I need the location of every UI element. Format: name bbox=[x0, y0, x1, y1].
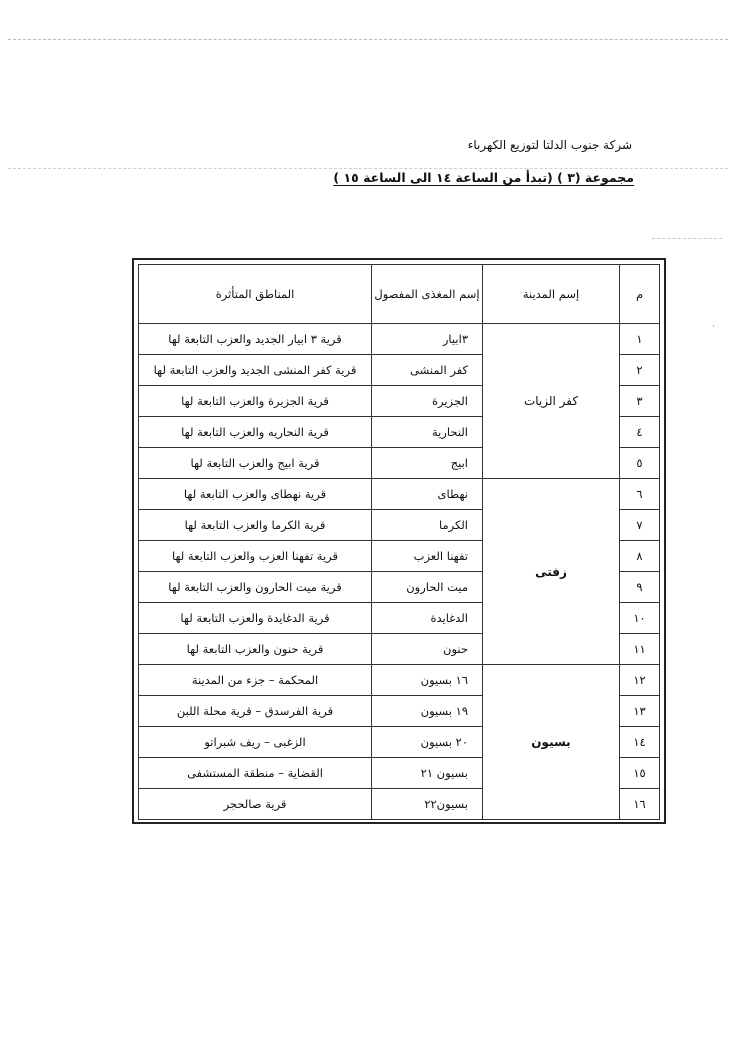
table-header-row bbox=[139, 265, 660, 324]
feeder-name: الكرما bbox=[372, 510, 483, 541]
row-number: ١٦ bbox=[620, 789, 660, 820]
affected-area: قرية النحاريه والعزب التابعة لها bbox=[139, 417, 372, 448]
outage-table bbox=[138, 264, 660, 820]
affected-area: قرية الكرما والعزب التابعة لها bbox=[139, 510, 372, 541]
outage-table-frame bbox=[132, 258, 666, 824]
feeder-name: كفر المنشى bbox=[372, 355, 483, 386]
city-name: زفتى bbox=[483, 479, 620, 665]
feeder-name: ٢٠ بسيون bbox=[372, 727, 483, 758]
row-number: ١٠ bbox=[620, 603, 660, 634]
feeder-name: الدغايدة bbox=[372, 603, 483, 634]
row-number: ٦ bbox=[620, 479, 660, 510]
affected-area: قرية ميت الحارون والعزب التابعة لها bbox=[139, 572, 372, 603]
feeder-name: ١٦ بسيون bbox=[372, 665, 483, 696]
feeder-name: ميت الحارون bbox=[372, 572, 483, 603]
feeder-name: ابيج bbox=[372, 448, 483, 479]
affected-area: قرية الفرسدق – قرية محلة اللبن bbox=[139, 696, 372, 727]
feeder-name: بسيون ٢١ bbox=[372, 758, 483, 789]
city-name: كفر الزيات bbox=[483, 324, 620, 479]
row-number: ٣ bbox=[620, 386, 660, 417]
feeder-name: بسيون٢٢ bbox=[372, 789, 483, 820]
row-number: ١ bbox=[620, 324, 660, 355]
table-row bbox=[139, 665, 660, 696]
row-number: ٥ bbox=[620, 448, 660, 479]
affected-area: قرية كفر المنشى الجديد والعزب التابعة لها bbox=[139, 355, 372, 386]
header-num: م bbox=[620, 265, 660, 324]
affected-area: قرية ٣ ابيار الجديد والعزب التابعة لها bbox=[139, 324, 372, 355]
affected-area: قرية حنون والعزب التابعة لها bbox=[139, 634, 372, 665]
group-title: مجموعة (٣ ) (تبدأ من الساعة ١٤ الى الساعة ١٥ ) bbox=[333, 170, 634, 185]
feeder-name: النحارية bbox=[372, 417, 483, 448]
header-feeder: إسم المغذى المفصول bbox=[372, 265, 483, 324]
city-name: بسيون bbox=[483, 665, 620, 820]
feeder-name: ٣ابيار bbox=[372, 324, 483, 355]
row-number: ٧ bbox=[620, 510, 660, 541]
table-body bbox=[139, 324, 660, 820]
table-row bbox=[139, 479, 660, 510]
feeder-name: حنون bbox=[372, 634, 483, 665]
row-number: ١٢ bbox=[620, 665, 660, 696]
row-number: ١٤ bbox=[620, 727, 660, 758]
feeder-name: نهطاى bbox=[372, 479, 483, 510]
header-areas: المناطق المتأثرة bbox=[139, 265, 372, 324]
affected-area: المحكمة – جزء من المدينة bbox=[139, 665, 372, 696]
row-number: ٨ bbox=[620, 541, 660, 572]
row-number: ٢ bbox=[620, 355, 660, 386]
row-number: ١١ bbox=[620, 634, 660, 665]
affected-area: قرية صالحجر bbox=[139, 789, 372, 820]
row-number: ٤ bbox=[620, 417, 660, 448]
table-row bbox=[139, 324, 660, 355]
scan-line-middle bbox=[8, 168, 728, 169]
affected-area: القضاية – منطقة المستشفى bbox=[139, 758, 372, 789]
scan-line-small bbox=[652, 238, 722, 239]
margin-mark: · bbox=[712, 322, 715, 332]
affected-area: قرية الدغايدة والعزب التابعة لها bbox=[139, 603, 372, 634]
row-number: ٩ bbox=[620, 572, 660, 603]
header-city: إسم المدينة bbox=[483, 265, 620, 324]
company-name: شركة جنوب الدلتا لتوزيع الكهرباء bbox=[467, 138, 632, 152]
affected-area: قرية ابيج والعزب التابعة لها bbox=[139, 448, 372, 479]
row-number: ١٥ bbox=[620, 758, 660, 789]
feeder-name: الجزيرة bbox=[372, 386, 483, 417]
feeder-name: ١٩ بسيون bbox=[372, 696, 483, 727]
feeder-name: تفهنا العزب bbox=[372, 541, 483, 572]
affected-area: قرية تفهنا العزب والعزب التابعة لها bbox=[139, 541, 372, 572]
affected-area: الزغبى – ريف شبراتو bbox=[139, 727, 372, 758]
affected-area: قرية الجزيرة والعزب التابعة لها bbox=[139, 386, 372, 417]
scan-line-top bbox=[8, 39, 728, 40]
row-number: ١٣ bbox=[620, 696, 660, 727]
affected-area: قرية نهطاى والعزب التابعة لها bbox=[139, 479, 372, 510]
